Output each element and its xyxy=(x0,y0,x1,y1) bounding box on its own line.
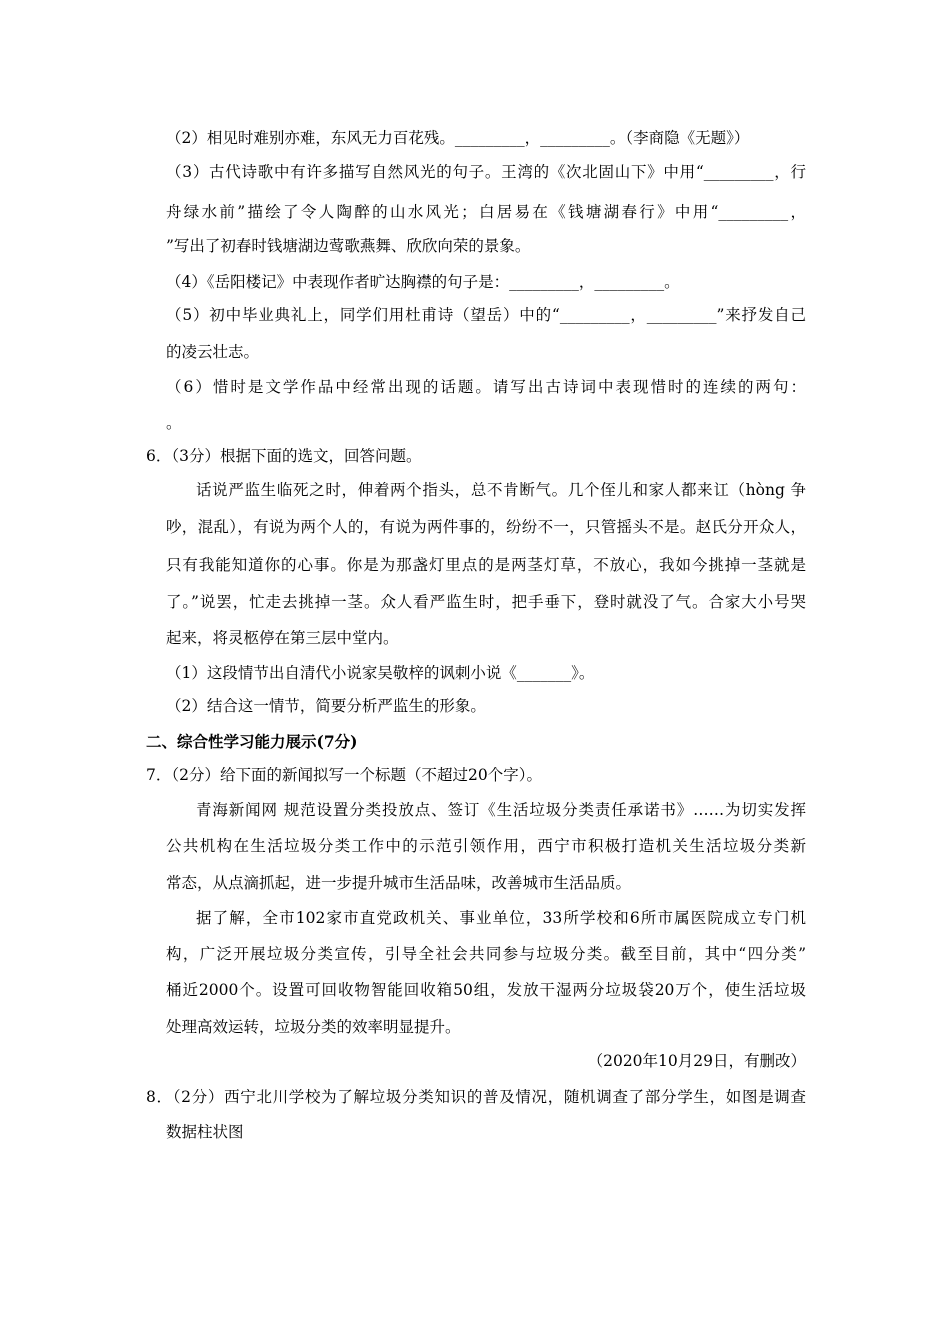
question-7-heading: 7．（2分）给下面的新闻拟写一个标题（不超过20个字）。 xyxy=(146,766,542,784)
q6-passage-line5: 起来，将灵柩停在第三层中堂内。 xyxy=(166,629,399,647)
question-8-line1: 8．（2分）西宁北川学校为了解垃圾分类知识的普及情况，随机调查了部分学生，如图是调查 xyxy=(146,1088,806,1106)
q5-item-3-line2: 舟绿水前”描绘了令人陶醉的山水风光；白居易在《钱塘湖春行》中用“_________， xyxy=(166,203,806,221)
q5-item-6-line1: （6）惜时是文学作品中经常出现的话题。请写出古诗词中表现惜时的连续的两句： xyxy=(166,378,806,396)
q6-passage-line1: 话说严监生临死之时，伸着两个指头，总不肯断气。几个侄儿和家人都来讧（hòng 争 xyxy=(196,481,806,499)
q7-news-line5: 构，广泛开展垃圾分类宣传，引导全社会共同参与垃圾分类。截至目前，其中“四分类” xyxy=(166,945,806,963)
q5-item-5-line2: 的凌云壮志。 xyxy=(166,343,260,361)
q6-passage-line3: 只有我能知道你的心事。你是为那盏灯里点的是两茎灯草，不放心，我如今挑掉一茎就是 xyxy=(166,556,806,574)
q7-news-line7: 处理高效运转，垃圾分类的效率明显提升。 xyxy=(166,1018,461,1036)
q7-news-line2: 公共机构在生活垃圾分类工作中的示范引领作用，西宁市积极打造机关生活垃圾分类新 xyxy=(166,837,806,855)
q5-item-4: （4）《岳阳楼记》中表现作者旷达胸襟的句子是：_________，_________。 xyxy=(166,273,680,291)
question-8-line2: 数据柱状图 xyxy=(166,1123,244,1141)
q7-news-line6: 桶近2000个。设置可回收物智能回收箱50组，发放干湿两分垃圾袋20万个，使生活垃圾 xyxy=(166,981,806,999)
q7-news-date: （2020年10月29日，有删改） xyxy=(587,1052,806,1070)
q6-passage-line4: 了。”说罢，忙走去挑掉一茎。众人看严监生时，把手垂下，登时就没了气。合家大小号哭 xyxy=(166,593,806,611)
q5-item-5-line1: （5）初中毕业典礼上，同学们用杜甫诗（望岳）中的“_________，_________”来抒发自己 xyxy=(166,306,806,324)
section-2-heading: 二、综合性学习能力展示(7分) xyxy=(146,732,358,751)
q6-passage-line2: 吵，混乱），有说为两个人的，有说为两件事的，纷纷不一，只管摇头不是。赵氏分开众人， xyxy=(166,518,806,536)
q7-news-line1: 青海新闻网 规范设置分类投放点、签订《生活垃圾分类责任承诺书》……为切实发挥 xyxy=(196,801,806,819)
q5-item-3-line3: ”写出了初春时钱塘湖边莺歌燕舞、欣欣向荣的景象。 xyxy=(166,237,531,255)
q5-item-3-line1: （3）古代诗歌中有许多描写自然风光的句子。王湾的《次北固山下》中用“_________，行 xyxy=(166,163,806,181)
q5-item-6-line2: 。 xyxy=(166,414,182,432)
q7-news-line4: 据了解，全市102家市直党政机关、事业单位，33所学校和6所市属医院成立专门机 xyxy=(196,909,806,927)
question-6-heading: 6．（3分）根据下面的选文，回答问题。 xyxy=(146,447,422,465)
q6-subquestion-1: （1）这段情节出自清代小说家吴敬梓的讽刺小说《_______》。 xyxy=(166,664,595,682)
q7-news-line3: 常态，从点滴抓起，进一步提升城市生活品味，改善城市生活品质。 xyxy=(166,874,632,892)
q5-item-2: （2）相见时难别亦难，东风无力百花残。_________，_________。（李商隐《无题》） xyxy=(166,129,750,147)
q6-subquestion-2: （2）结合这一情节，简要分析严监生的形象。 xyxy=(166,697,486,715)
